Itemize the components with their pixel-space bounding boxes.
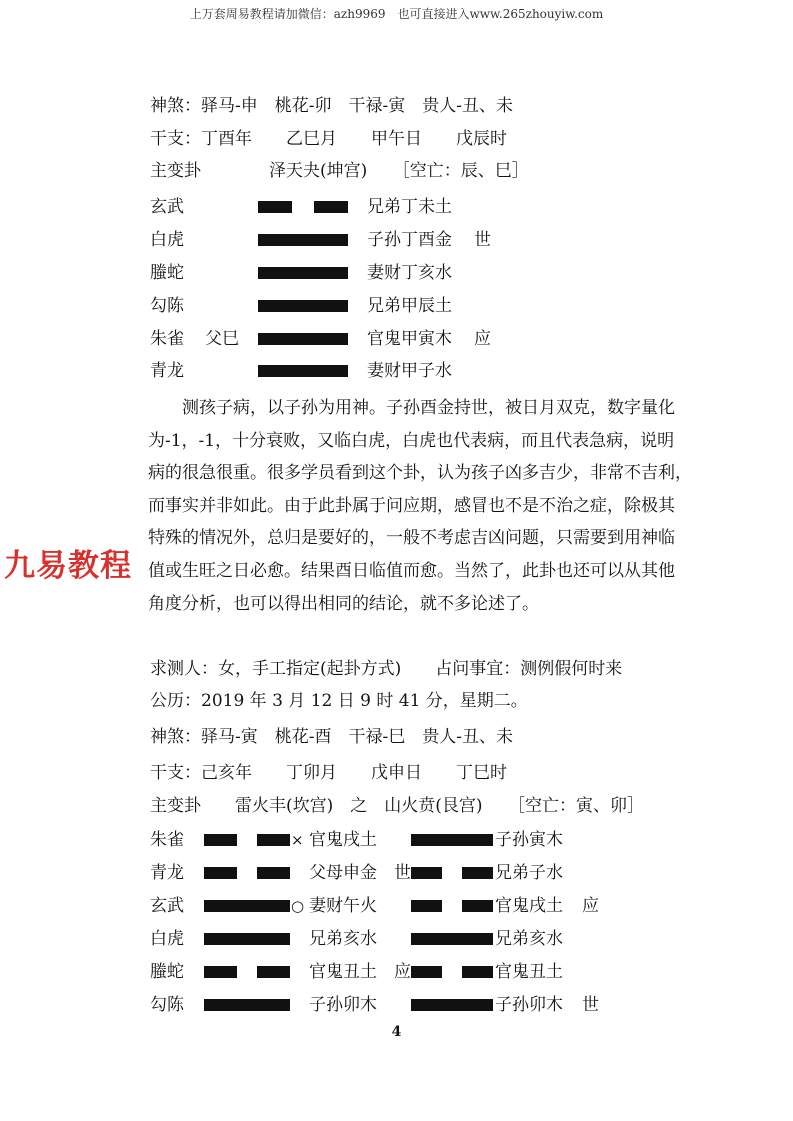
line-god-name: 螣蛇 bbox=[150, 962, 184, 982]
line-relation-label: 兄弟甲辰土 bbox=[367, 296, 452, 316]
changed-relation-label: 兄弟亥水 bbox=[495, 929, 563, 949]
paragraph-line: 为-1，-1，十分衰败，又临白虎，白虎也代表病，而且代表急病，说明 bbox=[148, 430, 675, 451]
line-relation-label: 官鬼甲寅木 bbox=[367, 329, 452, 349]
line-shi-ying: 应 bbox=[394, 962, 411, 982]
case2-zhubian: 主变卦 雷火丰(坎宫) 之 山火贲(艮宫) ［空亡：寅、卯］ bbox=[150, 796, 645, 816]
paragraph-line: 测孩子病，以子孙为用神。子孙酉金持世，被日月双克，数字量化 bbox=[148, 398, 675, 418]
line-relation-label: 妻财丁亥水 bbox=[367, 263, 452, 283]
case2-main-line-yang-bar bbox=[204, 999, 290, 1011]
case2-main-line-yin-bar-left bbox=[204, 966, 237, 978]
line-shi-ying: 应 bbox=[474, 329, 491, 349]
case2-asker: 求测人：女，手工指定(起卦方式) 占问事宜：测例假何时来 bbox=[150, 659, 623, 679]
case1-line-yin-bar-left bbox=[258, 201, 292, 213]
line-god-name: 勾陈 bbox=[150, 995, 184, 1015]
case2-date: 公历：2019 年 3 月 12 日 9 时 41 分，星期二。 bbox=[150, 691, 528, 711]
changed-shi-ying: 应 bbox=[582, 896, 599, 916]
case2-changed-line-yang-bar bbox=[411, 933, 493, 945]
case2-changed-line-yin-bar-right bbox=[462, 966, 493, 978]
line-god-name: 白虎 bbox=[150, 230, 184, 250]
case1-zhubian: 主变卦 泽天夬(坤宫) ［空亡：辰、巳］ bbox=[150, 161, 529, 181]
paragraph-line: 值或生旺之日必愈。结果酉日临值而愈。当然了，此卦也还可以从其他 bbox=[148, 560, 675, 581]
paragraph-line: 病的很急很重。很多学员看到这个卦，认为孩子凶多吉少，非常不吉利， bbox=[148, 463, 692, 484]
case2-changed-line-yang-bar bbox=[411, 834, 493, 846]
case2-changed-line-yang-bar bbox=[411, 999, 493, 1011]
moving-line-mark: ○ bbox=[291, 897, 305, 915]
case1-line-yang-bar bbox=[258, 267, 348, 279]
case2-changed-line-yin-bar-left bbox=[411, 966, 442, 978]
page-header: 上万套周易教程请加微信：azh9969 也可直接进入www.265zhouyiw.com bbox=[189, 7, 604, 21]
case1-ganzhi: 干支：丁酉年 乙巳月 甲午日 戊辰时 bbox=[150, 129, 507, 149]
line-relation-label: 兄弟丁未土 bbox=[367, 197, 452, 217]
line-god-name: 勾陈 bbox=[150, 296, 184, 316]
case1-shensha: 神煞：驿马-申 桃花-卯 干禄-寅 贵人-丑、未 bbox=[150, 96, 513, 116]
changed-relation-label: 官鬼丑土 bbox=[495, 962, 563, 982]
case2-changed-line-yin-bar-left bbox=[411, 900, 442, 912]
line-god-name: 玄武 bbox=[150, 197, 184, 217]
line-god-name: 朱雀 bbox=[150, 329, 184, 349]
case1-line-yang-bar bbox=[258, 300, 348, 312]
case2-main-line-yin-bar-right bbox=[257, 867, 290, 879]
case2-main-line-yin-bar-right bbox=[257, 834, 290, 846]
line-relation-label: 妻财甲子水 bbox=[367, 361, 452, 381]
case2-main-line-yang-bar bbox=[204, 900, 290, 912]
line-relation-label: 官鬼丑土 bbox=[309, 962, 377, 982]
changed-relation-label: 兄弟子水 bbox=[495, 863, 563, 883]
case1-analysis bbox=[148, 392, 700, 620]
line-god-name: 白虎 bbox=[150, 929, 184, 949]
changed-relation-label: 子孙寅木 bbox=[495, 830, 563, 850]
case1-line-yang-bar bbox=[258, 333, 348, 345]
case2-changed-line-yin-bar-right bbox=[462, 867, 493, 879]
line-relation-label: 兄弟亥水 bbox=[309, 929, 377, 949]
line-relation-label: 官鬼戌土 bbox=[309, 830, 377, 850]
line-god-name: 青龙 bbox=[150, 361, 184, 381]
page-number: 4 bbox=[391, 1024, 402, 1040]
case2-main-line-yin-bar-left bbox=[204, 867, 237, 879]
line-relation-label: 子孙卯木 bbox=[309, 995, 377, 1015]
line-relation-label: 妻财午火 bbox=[309, 896, 377, 916]
changed-relation-label: 官鬼戌土 bbox=[495, 896, 563, 916]
line-shi-ying: 世 bbox=[474, 230, 491, 250]
case2-main-line-yin-bar-right bbox=[257, 966, 290, 978]
moving-line-mark: × bbox=[291, 831, 304, 849]
line-god-name: 玄武 bbox=[150, 896, 184, 916]
case2-main-line-yang-bar bbox=[204, 933, 290, 945]
paragraph-line: 角度分析，也可以得出相同的结论，就不多论述了。 bbox=[148, 593, 539, 614]
watermark-logo: 九易教程 bbox=[4, 548, 132, 584]
line-god-name: 青龙 bbox=[150, 863, 184, 883]
case2-shensha: 神煞：驿马-寅 桃花-酉 干禄-巳 贵人-丑、未 bbox=[150, 727, 513, 747]
paragraph-line: 而事实并非如此。由于此卦属于问应期，感冒也不是不治之症，除极其 bbox=[148, 495, 675, 516]
case2-main-line-yin-bar-left bbox=[204, 834, 237, 846]
changed-relation-label: 子孙卯木 bbox=[495, 995, 563, 1015]
line-relation-label: 父母申金 bbox=[309, 863, 377, 883]
case2-changed-line-yin-bar-right bbox=[462, 900, 493, 912]
line-god-name: 朱雀 bbox=[150, 830, 184, 850]
case2-changed-line-yin-bar-left bbox=[411, 867, 442, 879]
case2-ganzhi: 干支：己亥年 丁卯月 戊申日 丁巳时 bbox=[150, 763, 507, 783]
line-relation-label: 子孙丁酉金 bbox=[367, 230, 452, 250]
paragraph-line: 特殊的情况外，总归是要好的，一般不考虑吉凶问题，只需要到用神临 bbox=[148, 528, 675, 549]
line-shi-ying: 世 bbox=[394, 863, 411, 883]
case1-line-yang-bar bbox=[258, 234, 348, 246]
case1-line-yang-bar bbox=[258, 365, 348, 377]
changed-shi-ying: 世 bbox=[582, 995, 599, 1015]
case1-line-yin-bar-right bbox=[314, 201, 348, 213]
line-fushen: 父巳 bbox=[205, 329, 239, 349]
line-god-name: 螣蛇 bbox=[150, 263, 184, 283]
